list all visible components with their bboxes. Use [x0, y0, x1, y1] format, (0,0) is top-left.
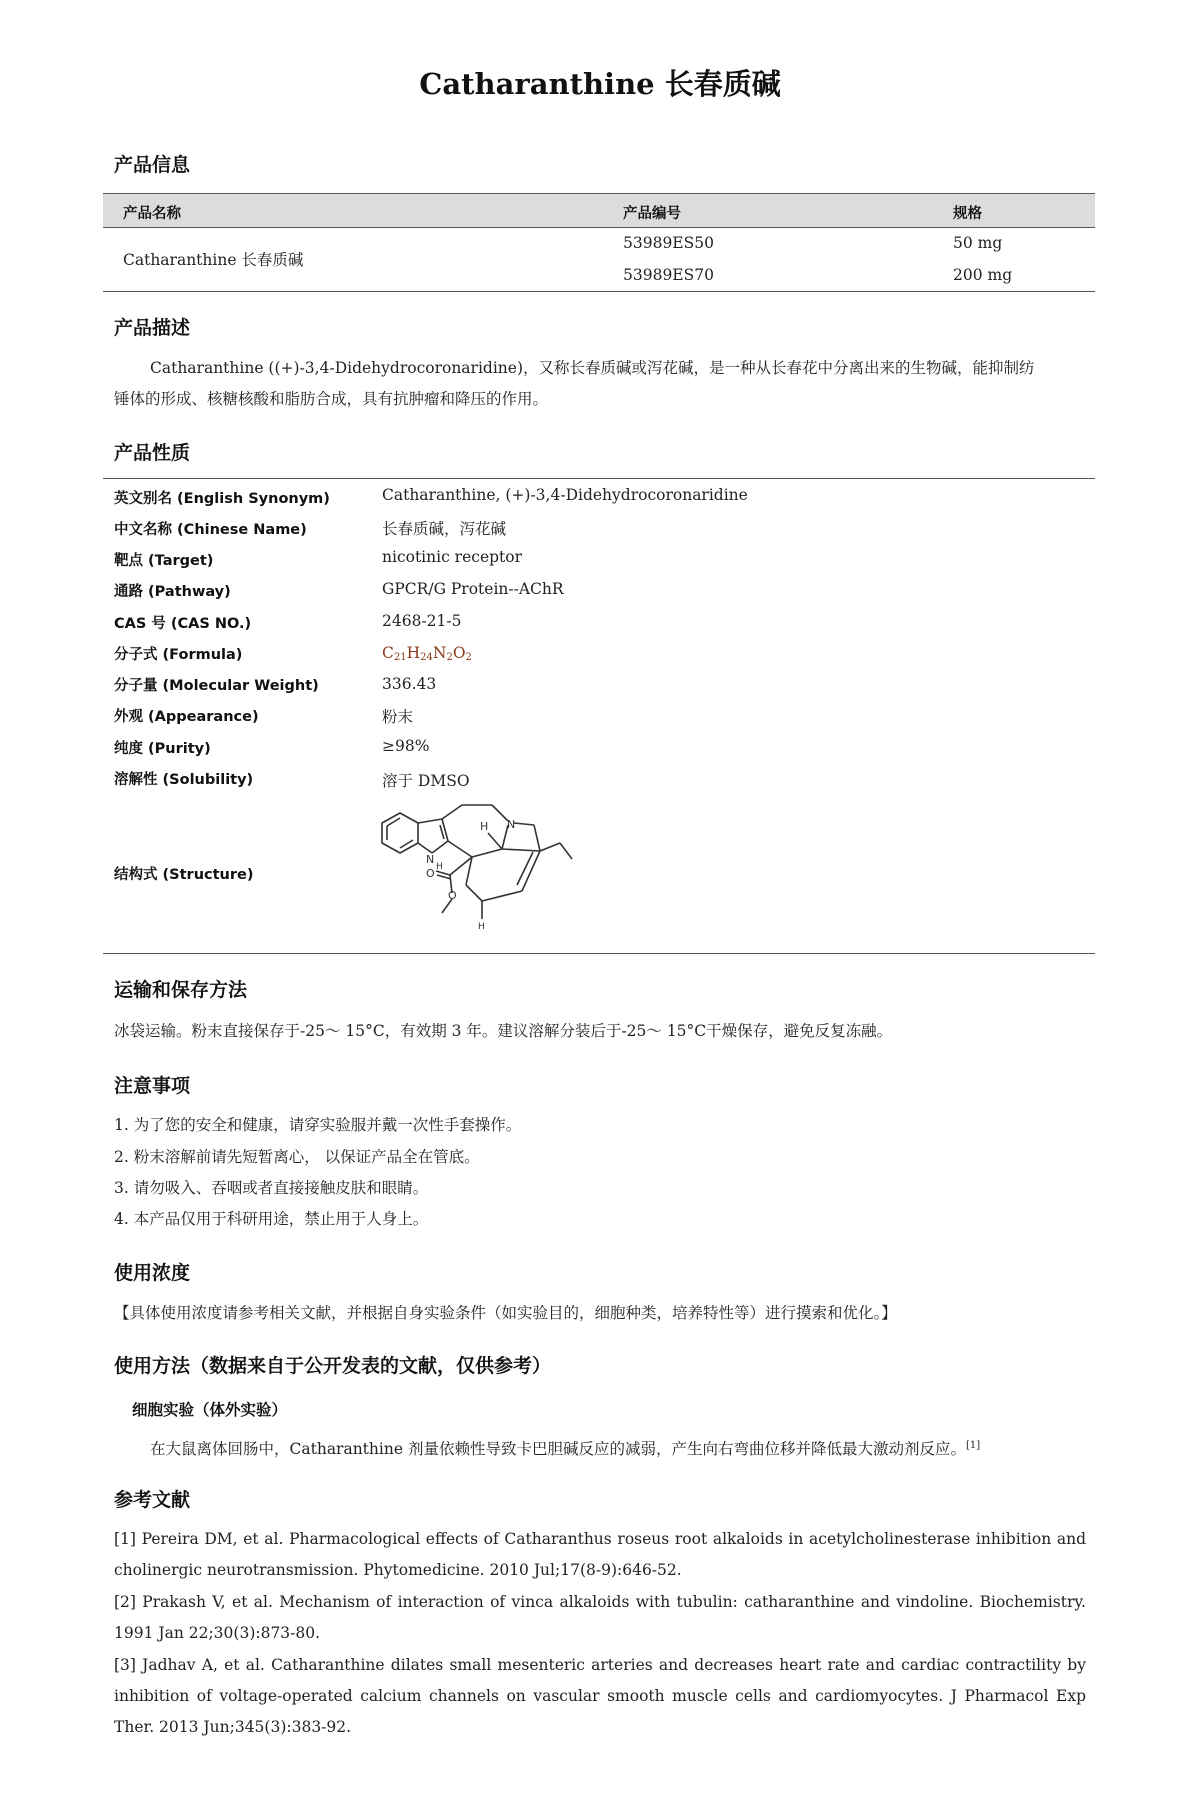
prop-label-appearance: 外观 (Appearance)	[114, 709, 259, 725]
properties-heading: 产品性质	[114, 442, 191, 464]
product-info-heading: 产品信息	[114, 154, 191, 176]
product-name-cell: Catharanthine 长春质碱	[123, 251, 304, 269]
prop-label-chinese-name: 中文名称 (Chinese Name)	[114, 522, 307, 538]
notes-heading: 注意事项	[114, 1075, 191, 1097]
description-heading: 产品描述	[114, 317, 191, 339]
prop-label-cas: CAS 号 (CAS NO.)	[114, 616, 252, 632]
svg-text:N: N	[507, 818, 516, 831]
description-line-1: Catharanthine ((+)-3,4-Didehydrocoronaridine)，又称长春质碱或泻花碱，是一种从长春花中分离出来的生物碱，能抑制纺	[150, 359, 1035, 377]
prop-label-molecular-weight: 分子量 (Molecular Weight)	[114, 678, 319, 694]
prop-value-formula: $C_{21}H_{24}N_2O_2$	[382, 644, 472, 663]
header-product-code: 产品编号	[623, 206, 681, 222]
svg-text:O: O	[426, 867, 435, 880]
prop-value-pathway: GPCR/G Protein--AChR	[382, 580, 564, 598]
prop-value-solubility: 溶于 DMSO	[382, 772, 470, 790]
prop-label-pathway: 通路 (Pathway)	[114, 584, 231, 600]
svg-text:H: H	[478, 922, 485, 932]
page-title: Catharanthine 长春质碱	[419, 67, 781, 101]
note-item: 4. 本产品仅用于科研用途，禁止用于人身上。	[114, 1210, 429, 1228]
storage-text: 冰袋运输。粉末直接保存于-25～ 15°C，有效期 3 年。建议溶解分装后于-25～ 15°C干燥保存，避免反复冻融。	[114, 1022, 893, 1040]
header-spec: 规格	[953, 206, 982, 222]
prop-value-cas: 2468-21-5	[382, 612, 462, 630]
svg-text:N: N	[426, 853, 435, 866]
prop-label-purity: 纯度 (Purity)	[114, 741, 211, 757]
prop-value-molecular-weight: 336.43	[382, 675, 437, 693]
note-item: 1. 为了您的安全和健康，请穿实验服并戴一次性手套操作。	[114, 1116, 522, 1134]
prop-value-chinese-name: 长春质碱，泻花碱	[382, 520, 507, 538]
prop-value-english-synonym: Catharanthine, (+)-3,4-Didehydrocoronaridine	[382, 486, 748, 504]
method-heading: 使用方法（数据来自于公开发表的文献，仅供参考）	[114, 1355, 552, 1377]
product-table-header	[103, 193, 1095, 228]
prop-label-english-synonym: 英文别名 (English Synonym)	[114, 491, 330, 507]
prop-value-purity: ≥98%	[382, 737, 430, 755]
structure-diagram	[376, 795, 616, 945]
cell-experiment-subheading: 细胞实验（体外实验）	[132, 1401, 288, 1419]
prop-label-formula: 分子式 (Formula)	[114, 647, 243, 663]
prop-label-target: 靶点 (Target)	[114, 553, 214, 569]
properties-top-rule	[103, 478, 1095, 479]
header-product-name: 产品名称	[123, 206, 181, 222]
svg-text:O: O	[448, 889, 457, 902]
product-spec-cell: 50 mg	[953, 234, 1003, 252]
properties-bottom-rule	[103, 953, 1095, 954]
references-heading: 参考文献	[114, 1489, 191, 1511]
product-code-cell: 53989ES70	[623, 266, 714, 284]
prop-value-target: nicotinic receptor	[382, 548, 523, 566]
note-item: 3. 请勿吸入、吞咽或者直接接触皮肤和眼睛。	[114, 1179, 429, 1197]
method-text: 在大鼠离体回肠中，Catharanthine 剂量依赖性导致卡巴胆碱反应的减弱，产生向右弯曲位移并降低最大激动剂反应。[1]	[150, 1440, 981, 1458]
reference-item: [2] Prakash V, et al. Mechanism of interaction of vinca alkaloids with tubulin: catharanthine and vindoline. Biochemistry. 1991 Jan 22;30(3):873-80.	[114, 1593, 1086, 1642]
prop-label-structure: 结构式 (Structure)	[114, 867, 254, 883]
storage-heading: 运输和保存方法	[114, 979, 248, 1001]
product-code-cell: 53989ES50	[623, 234, 714, 252]
description-line-2: 锤体的形成、核糖核酸和脂肪合成，具有抗肿瘤和降压的作用。	[114, 390, 549, 408]
reference-item: [1] Pereira DM, et al. Pharmacological effects of Catharanthus roseus root alkaloids in acetylcholinesterase inhibition and cholinergic neurotransmission. Phytomedicine. 2010 Jul;17(8-9):646-52.	[114, 1530, 1086, 1579]
prop-label-solubility: 溶解性 (Solubility)	[114, 772, 254, 788]
svg-text:H: H	[436, 862, 443, 872]
svg-text:H: H	[480, 820, 489, 833]
prop-value-appearance: 粉末	[382, 708, 414, 726]
table-bottom-rule	[103, 291, 1095, 292]
reference-item: [3] Jadhav A, et al. Catharanthine dilates small mesenteric arteries and decreases heart rate and cardiac contractility by inhibition of voltage-operated calcium channels on vascular smooth muscle cells and cardiomyocytes. J Pharmacol Exp Ther. 2013 Jun;345(3):383-92.	[114, 1656, 1086, 1736]
product-spec-cell: 200 mg	[953, 266, 1013, 284]
citation-marker: [1]	[965, 1440, 981, 1451]
concentration-heading: 使用浓度	[114, 1262, 191, 1284]
concentration-text: 【具体使用浓度请参考相关文献，并根据自身实验条件（如实验目的，细胞种类，培养特性等）进行摸索和优化。】	[114, 1304, 897, 1322]
note-item: 2. 粉末溶解前请先短暂离心， 以保证产品全在管底。	[114, 1148, 480, 1166]
